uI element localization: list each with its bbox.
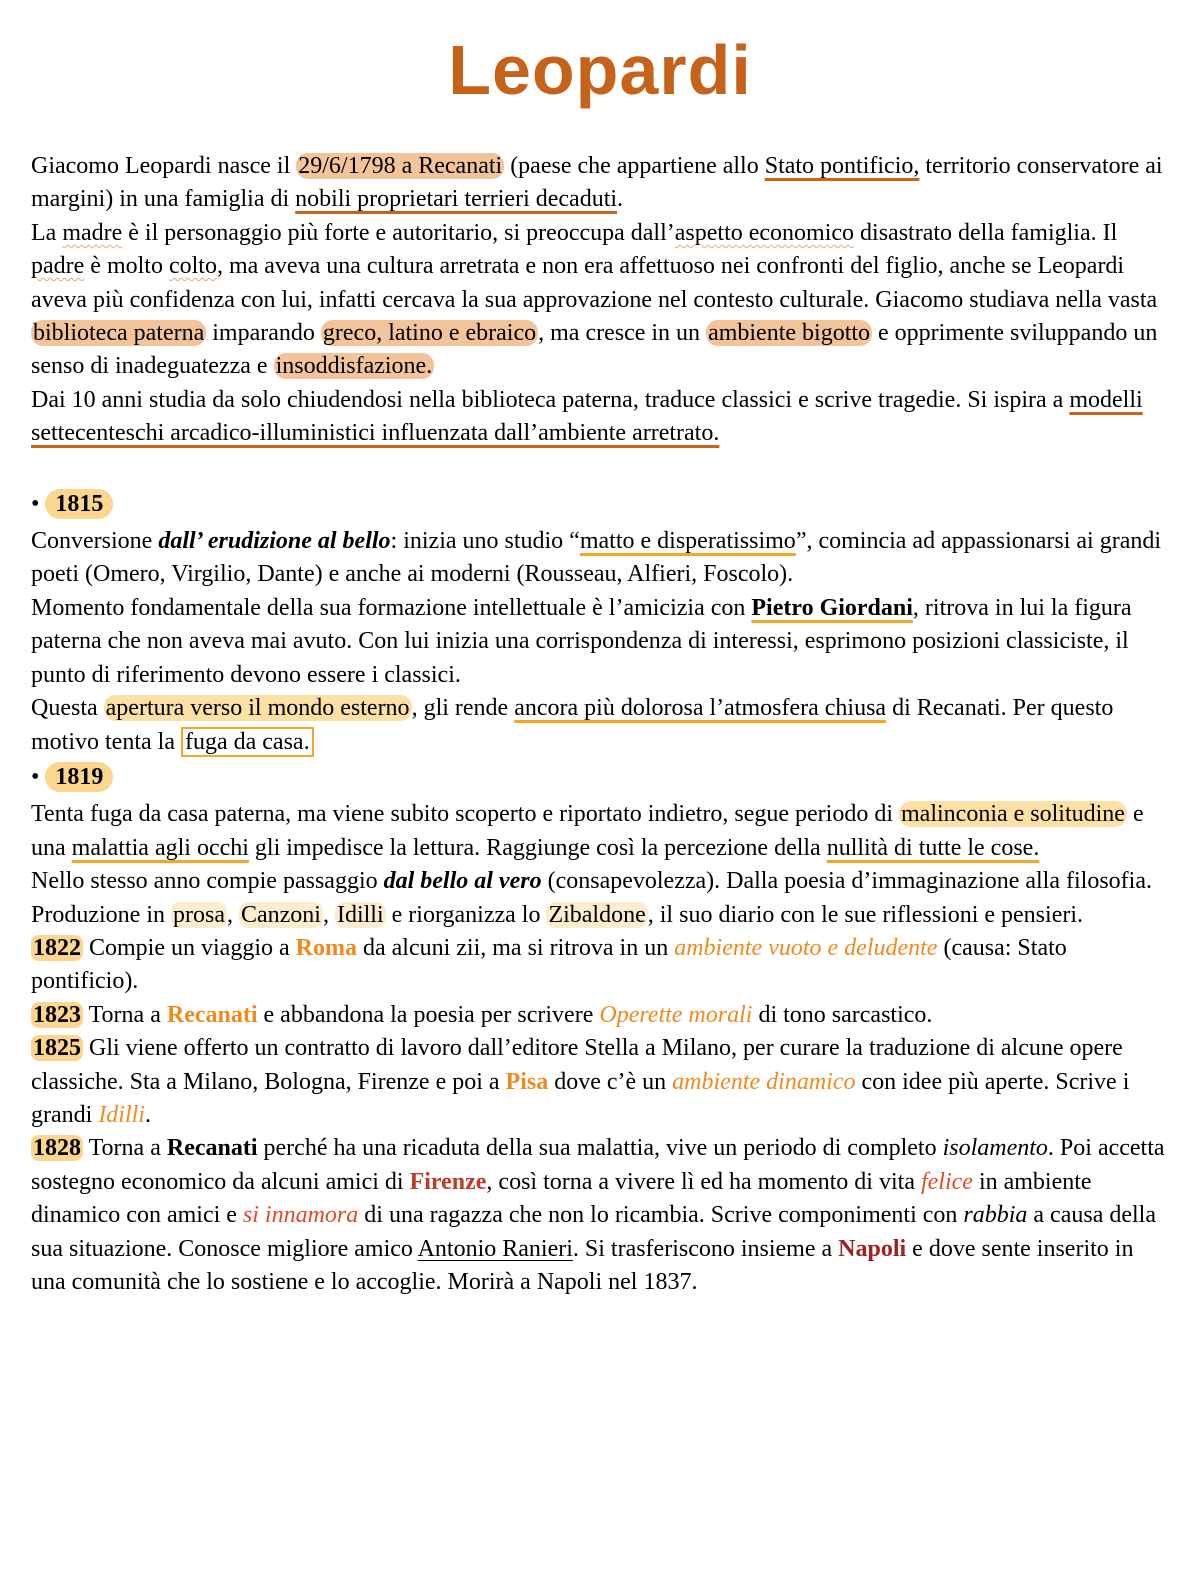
text: (consapevolezza). Dalla poesia d’immaginazione alla filosofia. Produzione in (31, 868, 1152, 928)
place-recanati: Recanati (166, 1001, 258, 1028)
paragraph-apertura (31, 692, 1171, 759)
text: è il personaggio più forte e autoritario, si preoccupa dall’ (122, 219, 675, 246)
text: : inizia uno studio “ (390, 528, 580, 555)
text: disastrato della famiglia. Il (854, 219, 1118, 246)
paragraph-1822 (31, 932, 1171, 999)
underline-matto: matto e disperatissimo (579, 528, 796, 555)
bullet: • (31, 490, 40, 517)
year-1823: 1823 (33, 1001, 81, 1028)
paragraph-1815 (31, 525, 1171, 592)
text: e abbandona la poesia per scrivere (257, 1001, 600, 1028)
heading-1819 (31, 761, 1171, 794)
underline-atmosfera: ancora più dolorosa l’atmosfera chiusa (514, 695, 887, 722)
underline-stato-pontificio: Stato pontificio, (764, 153, 920, 179)
paragraph-giordani (31, 592, 1171, 692)
highlight-canzoni: Canzoni (240, 901, 321, 928)
wavy-madre: madre (62, 219, 123, 246)
emphasis-ambiente-dinamico: ambiente dinamico (672, 1068, 856, 1095)
text: Tenta fuga da casa paterna, ma viene subito scoperto e riportato indietro, segue periodo di (31, 801, 900, 828)
paragraph-bello-vero (31, 865, 1171, 932)
wavy-colto: colto (168, 253, 217, 280)
paragraph-studies (31, 384, 1171, 451)
paragraph-1819 (31, 798, 1171, 865)
paragraph-1823 (31, 999, 1171, 1032)
place-recanati-bold: Recanati (166, 1135, 258, 1162)
year-1825: 1825 (33, 1035, 81, 1062)
text: a causa della sua situazione. Conosce migliore amico (31, 1202, 1156, 1262)
paragraph-1828 (31, 1132, 1171, 1299)
paragraph-birth (31, 150, 1171, 217)
emphasis-bello-vero: dal bello al vero (383, 868, 542, 895)
text: . Poi accetta sostegno economico da alcuni amici di (31, 1135, 1165, 1195)
text: , gli rende (411, 695, 515, 722)
document-title: Leopardi (448, 31, 752, 109)
emphasis-erudizione: dall’ erudizione al bello (158, 528, 391, 555)
text: e una (31, 801, 1144, 861)
emphasis-si-innamora: si innamora (242, 1202, 359, 1229)
highlight-insoddisfazione: insoddisfazione. (275, 353, 433, 380)
text: , ritrova in lui la figura paterna che non aveva mai avuto. Con lui inizia una corrispondenza di interessi, esprimono posizioni classiciste, il punto di riferimento devono essere i classici. (31, 594, 1132, 688)
text: di una ragazza che non lo ricambia. Scrive componimenti con (358, 1202, 964, 1229)
highlight-ambiente-bigotto: ambiente bigotto (708, 320, 871, 347)
text: , (226, 901, 239, 928)
year-1828: 1828 (33, 1135, 81, 1162)
text: di Recanati. Per questo motivo tenta la (31, 695, 1114, 755)
text: Gli viene offerto un contratto di lavoro dall’editore Stella a Milano, per curare la traduzione di alcune opere classiche. Sta a Milano, Bologna, Firenze e poi a (31, 1035, 1123, 1095)
text: , ma aveva una cultura arretrata e non era affettuoso nei confronti del figlio, anche se Leopardi aveva più confidenza con lui, infatti cercava la sua approvazione nel contesto culturale. Giacomo studiava nella vasta (31, 253, 1158, 313)
text: da alcuni zii, ma si ritrova in un (356, 934, 675, 961)
place-roma: Roma (295, 934, 357, 961)
text: , ma cresce in un (538, 320, 707, 347)
highlight-apertura: apertura verso il mondo esterno (105, 695, 410, 722)
text: (paese che appartiene allo (504, 153, 765, 179)
text: Dai 10 anni studia da solo chiudendosi nella biblioteca paterna, traduce classici e scrive tragedie. Si ispira a (31, 386, 1070, 413)
underline-nobili: nobili proprietari terrieri decaduti (295, 186, 618, 213)
place-napoli: Napoli (838, 1235, 907, 1262)
highlight-idilli: Idilli (336, 901, 384, 928)
text: Giacomo Leopardi nasce il (31, 153, 297, 179)
emphasis-felice: felice (920, 1168, 973, 1195)
heading-1815 (31, 488, 1171, 521)
text: , il suo diario con le sue riflessioni e pensieri. (647, 901, 1083, 928)
place-firenze: Firenze (409, 1168, 487, 1195)
emphasis-isolamento: isolamento (942, 1135, 1048, 1162)
name-giordani: Pietro Giordani (751, 594, 913, 621)
text: La (31, 219, 63, 246)
text: e dove sente inserito in una comunità che lo sostiene e lo accoglie. Morirà a Napoli nel 1837. (31, 1235, 1134, 1295)
text: gli impedisce la lettura. Raggiunge così la percezione della (248, 834, 827, 861)
text: Momento fondamentale della sua formazione intellettuale è l’amicizia con (31, 594, 752, 621)
name-antonio-ranieri: Antonio Ranieri (417, 1235, 573, 1262)
year-1822: 1822 (33, 934, 81, 961)
emphasis-idilli: Idilli (98, 1101, 145, 1128)
text: è molto (84, 253, 169, 280)
place-pisa: Pisa (505, 1068, 549, 1095)
year-badge-1819: 1819 (45, 762, 113, 792)
emphasis-ambiente-vuoto: ambiente vuoto e deludente (674, 934, 938, 961)
underline-malattia: malattia agli occhi (71, 834, 249, 861)
text: e opprimente sviluppando un senso di inadeguatezza e (31, 320, 1158, 380)
text: Torna a (83, 1135, 167, 1162)
text: Torna a (83, 1001, 167, 1028)
text: Questa (31, 695, 104, 722)
text: Conversione (31, 528, 159, 555)
underline-nullita: nullità di tutte le cose. (826, 834, 1040, 861)
highlight-malinconia: malinconia e solitudine (901, 801, 1125, 828)
text: territorio conservatore ai margini) in una famiglia di (31, 153, 1163, 213)
highlight-prosa: prosa (172, 901, 225, 928)
text: , così torna a vivere lì ed ha momento di vita (486, 1168, 921, 1195)
emphasis-rabbia: rabbia (963, 1202, 1028, 1229)
text: Compie un viaggio a (83, 934, 296, 961)
highlight-birth-date: 29/6/1798 a Recanati (298, 153, 503, 179)
underline-modelli: modelli settecenteschi arcadico-illuministici influenzata dall’ambiente arretrato. (31, 386, 1143, 447)
text: ”, comincia ad appassionarsi ai grandi poeti (Omero, Virgilio, Dante) e anche ai moderni (Rousseau, Alfieri, Foscolo). (31, 528, 1162, 588)
text: e riorganizza lo (385, 901, 547, 928)
bullet: • (31, 763, 40, 790)
highlight-biblioteca: biblioteca paterna (33, 320, 205, 347)
text: con idee più aperte. Scrive i grandi (31, 1068, 1130, 1128)
text: . Si trasferiscono insieme a (572, 1235, 839, 1262)
highlight-lingue: greco, latino e ebraico (322, 320, 537, 347)
text: imparando (206, 320, 321, 347)
document-body (31, 150, 1171, 1299)
text: di tono sarcastico. (752, 1001, 933, 1028)
text: , (322, 901, 335, 928)
boxed-fuga: fuga da casa. (181, 727, 314, 757)
text: (causa: Stato pontificio). (31, 934, 1067, 995)
wavy-aspetto-economico: aspetto economico (674, 219, 855, 246)
wavy-padre: padre (31, 253, 85, 280)
text: in ambiente dinamico con amici e (31, 1168, 1092, 1229)
text: . (144, 1101, 151, 1128)
text: perché ha una ricaduta della sua malattia, vive un periodo di completo (257, 1135, 943, 1162)
text: dove c’è un (548, 1068, 673, 1095)
paragraph-1825 (31, 1032, 1171, 1132)
highlight-zibaldone: Zibaldone (548, 901, 646, 928)
year-badge-1815: 1815 (45, 489, 113, 519)
paragraph-family (31, 217, 1171, 384)
emphasis-operette: Operette morali (599, 1001, 753, 1028)
text: . (617, 186, 624, 213)
text: Nello stesso anno compie passaggio (31, 868, 384, 895)
